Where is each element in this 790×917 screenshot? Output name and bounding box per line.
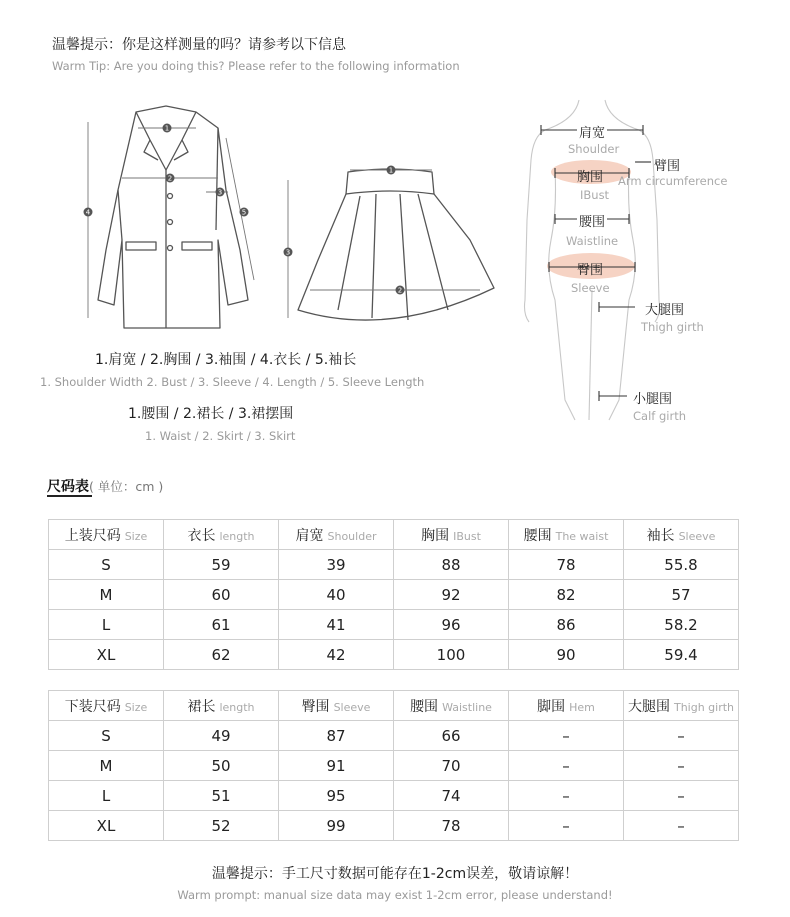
bottom-header-length: 裙长 length — [164, 691, 279, 721]
top-header-shoulder: 肩宽 Shoulder — [279, 520, 394, 550]
table-row: S 49 87 66 – – — [49, 721, 739, 751]
coat-marker-4-label: 4 — [85, 208, 91, 217]
top-header-waist: 腰围 The waist — [509, 520, 624, 550]
bust-label: 胸围 — [577, 170, 604, 185]
skirt-marker-3-label: 3 — [285, 248, 291, 257]
skirt-caption-cn: 1.腰围 / 2.裙长 / 3.裙摆围 — [128, 406, 294, 422]
table-row: XL 52 99 78 – – — [49, 811, 739, 841]
footer-note-cn: 温馨提示：手工尺寸数据可能存在1-2cm误差，敬请谅解！ — [211, 866, 579, 882]
top-header-sleeve: 袖长 Sleeve — [624, 520, 739, 550]
table-row: L 51 95 74 – – — [49, 781, 739, 811]
bottom-header-waist: 腰围 Waistline — [394, 691, 509, 721]
coat-caption-cn: 1.肩宽 / 2.胸围 / 3.袖围 / 4.衣长 / 5.袖长 — [95, 352, 357, 368]
coat-marker-2-label: 2 — [167, 174, 173, 183]
bottom-table-header-row — [49, 691, 739, 721]
table-row: XL 62 42 100 90 59.4 — [49, 640, 739, 670]
skirt-illustration — [280, 160, 500, 335]
skirt-marker-1-label: 1 — [388, 166, 394, 175]
thigh-label-en: Thigh girth — [641, 320, 704, 334]
table-row: L 61 41 96 86 58.2 — [49, 610, 739, 640]
calf-label: 小腿围 — [633, 392, 673, 407]
warm-tip-cn: 温馨提示：你是这样测量的吗？请参考以下信息 — [52, 37, 346, 53]
coat-marker-3-label: 3 — [217, 188, 223, 197]
shoulder-label: 肩宽 — [577, 122, 607, 141]
waist-label: 腰围 — [577, 211, 607, 230]
arm-label-en: Arm circumference — [618, 174, 728, 188]
bottom-header-hip: 臀围 Sleeve — [279, 691, 394, 721]
hip-label: 臀围 — [577, 263, 604, 278]
bottom-header-hem: 脚围 Hem — [509, 691, 624, 721]
skirt-caption-en: 1. Waist / 2. Skirt / 3. Skirt — [145, 429, 296, 443]
coat-marker-1-label: 1 — [164, 124, 170, 133]
footer-note-en: Warm prompt: manual size data may exist 1-2cm error, please understand! — [177, 888, 613, 902]
size-chart-title-text: 尺码表 — [47, 479, 89, 495]
coat-marker-5-label: 5 — [241, 208, 247, 217]
bottom-size-table — [48, 690, 739, 841]
table-row: M 50 91 70 – – — [49, 751, 739, 781]
table-row: S 59 39 88 78 55.8 — [49, 550, 739, 580]
size-chart-title — [47, 476, 163, 496]
thigh-label: 大腿围 — [645, 303, 685, 318]
hip-label-en: Sleeve — [571, 281, 610, 295]
bottom-header-thigh: 大腿围 Thigh girth — [624, 691, 739, 721]
top-header-size: 上装尺码 Size — [49, 520, 164, 550]
size-chart-underline — [47, 495, 92, 497]
calf-label-en: Calf girth — [633, 409, 686, 423]
top-header-bust: 胸围 IBust — [394, 520, 509, 550]
table-row: M 60 40 92 82 57 — [49, 580, 739, 610]
coat-caption-en: 1. Shoulder Width 2. Bust / 3. Sleeve / 4. Length / 5. Sleeve Length — [40, 375, 425, 389]
shoulder-label-en: Shoulder — [568, 142, 620, 156]
top-header-length: 衣长 length — [164, 520, 279, 550]
bust-label-en: IBust — [580, 188, 610, 202]
warm-tip-en: Warm Tip: Are you doing this? Please refer to the following information — [52, 59, 460, 73]
bottom-header-size: 下装尺码 Size — [49, 691, 164, 721]
skirt-marker-2-label: 2 — [397, 286, 403, 295]
waist-label-en: Waistline — [566, 234, 619, 248]
top-size-table — [48, 519, 739, 670]
size-chart-unit: ( 单位：cm ) — [89, 479, 164, 494]
top-table-header-row — [49, 520, 739, 550]
coat-illustration — [78, 100, 278, 340]
arm-label: 臂围 — [654, 159, 681, 174]
